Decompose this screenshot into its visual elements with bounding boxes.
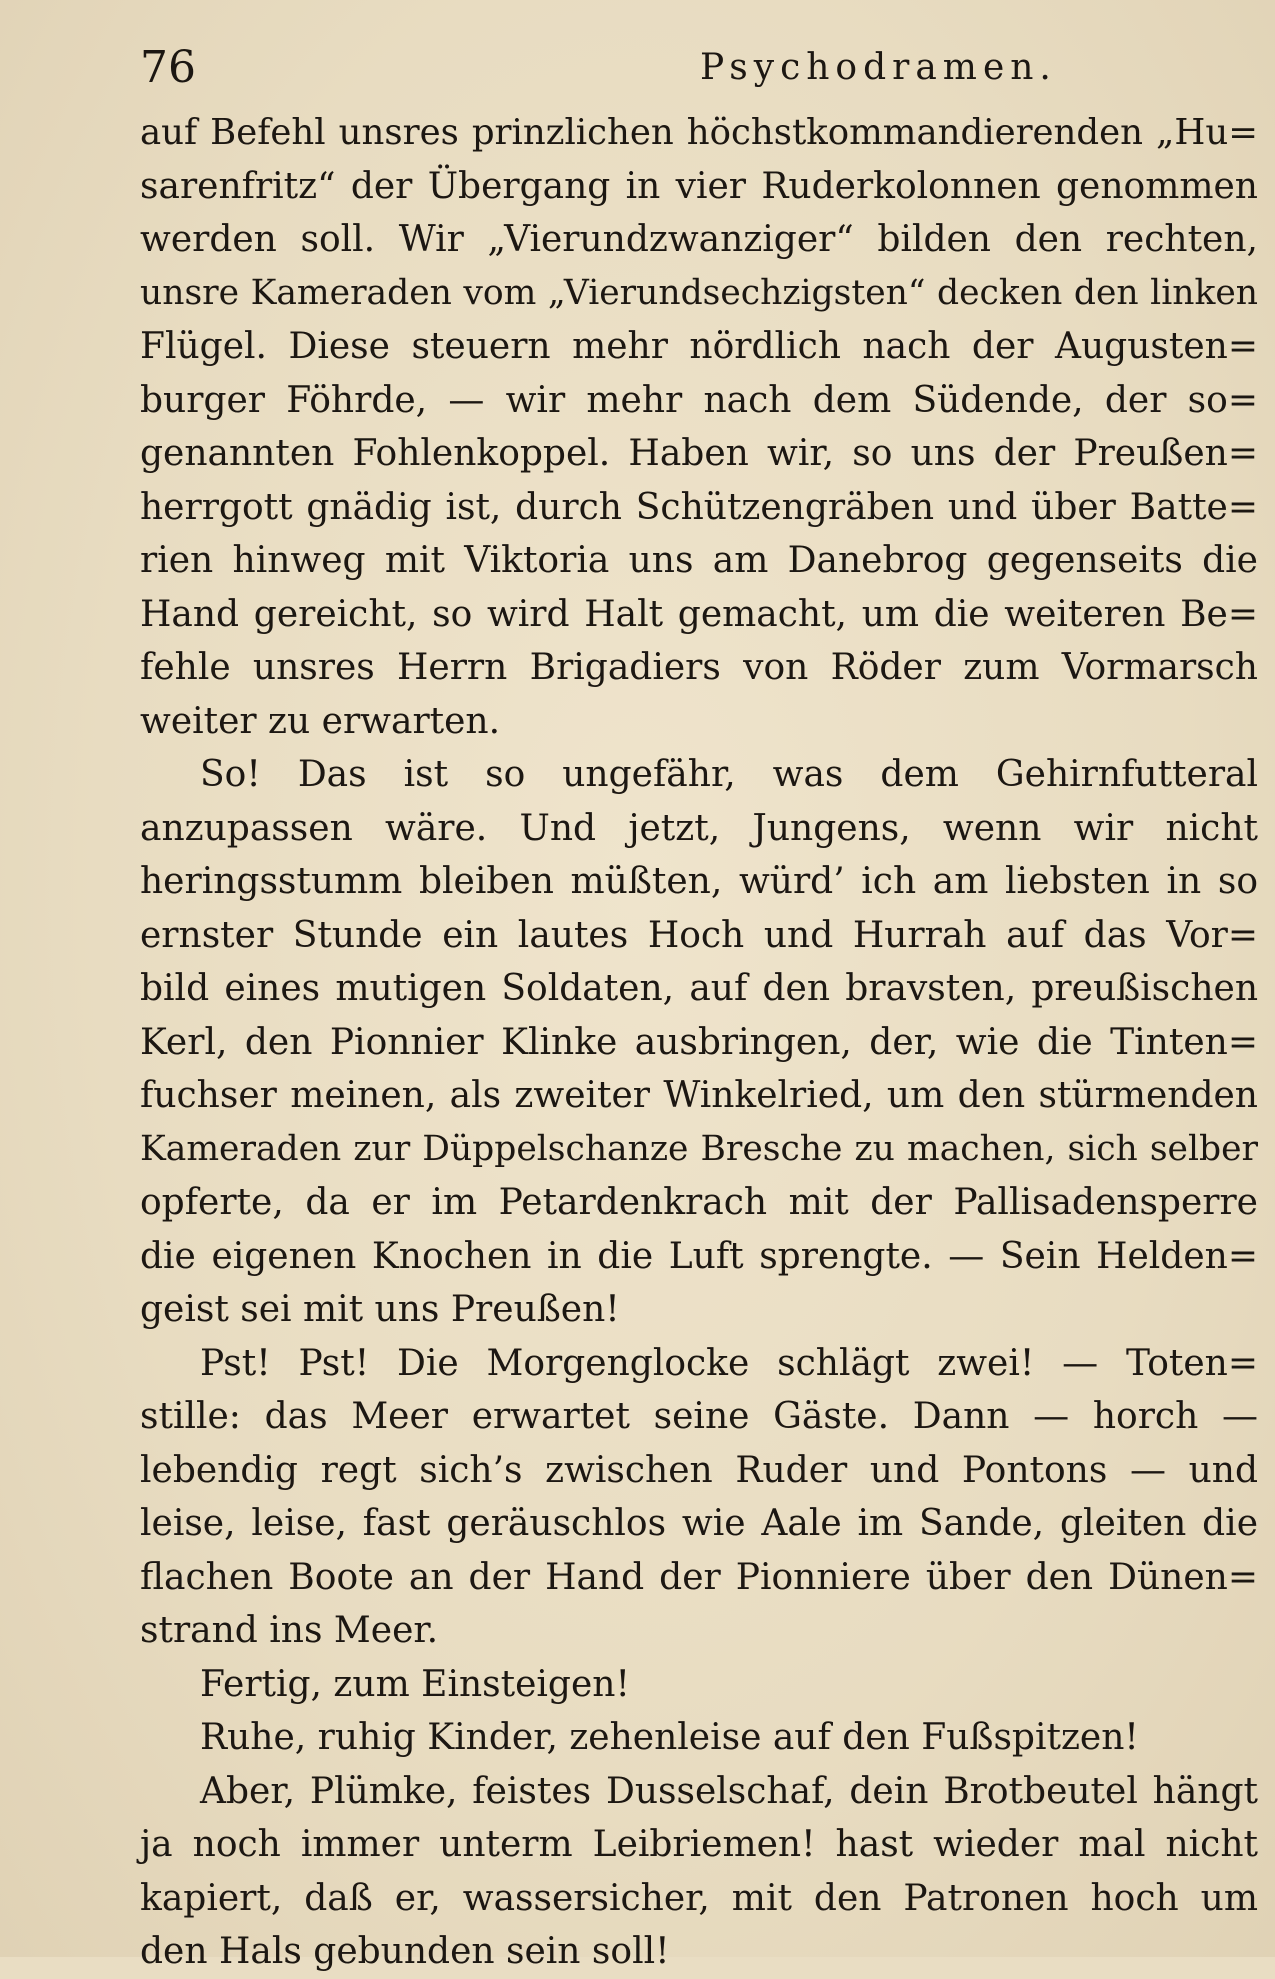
text-line: flachen Boote an der Hand der Pionniere über den Dünen= xyxy=(140,1556,1258,1598)
text-line: weiter zu erwarten. xyxy=(140,700,501,742)
text-line: fehle unsres Herrn Brigadiers von Röder zum Vormarsch xyxy=(140,647,1258,688)
text-line: ernster Stunde ein lautes Hoch und Hurrah auf das Vor= xyxy=(140,914,1258,956)
text-line: Fertig, zum Einsteigen! xyxy=(200,1663,630,1705)
text-line: sarenfritz“ der Übergang in vier Ruderkolonnen genommen xyxy=(140,165,1258,207)
text-line: anzupassen wäre. Und jetzt, Jungens, wenn wir nicht xyxy=(140,807,1258,849)
text-line: Flügel. Diese steuern mehr nördlich nach der Augusten= xyxy=(140,326,1258,367)
text-line: unsre Kameraden vom „Vierundsechzigsten“ decken den linken xyxy=(140,272,1258,313)
text-line: Aber, Plümke, feistes Dusselschaf, dein Brotbeutel hängt xyxy=(200,1770,1258,1812)
body-text xyxy=(140,106,1258,1979)
text-line: heringsstumm bleiben müßten, würd’ ich am liebsten in so xyxy=(140,861,1258,902)
running-title: Psychodramen. xyxy=(700,47,1057,88)
text-line: leise, leise, fast geräuschlos wie Aale im Sande, gleiten die xyxy=(140,1503,1258,1544)
text-line: bild eines mutigen Soldaten, auf den bravsten, preußischen xyxy=(140,968,1258,1009)
text-line: auf Befehl unsres prinzlichen höchstkommandierenden „Hu= xyxy=(140,112,1258,153)
text-line: lebendig regt sich’s zwischen Ruder und Pontons — und xyxy=(140,1449,1258,1491)
text-line: geist sei mit uns Preußen! xyxy=(140,1289,620,1330)
text-line: kapiert, daß er, wassersicher, mit den Patronen hoch um xyxy=(140,1877,1258,1919)
text-line: Pst! Pst! Die Morgenglocke schlägt zwei! — Toten= xyxy=(200,1342,1258,1384)
text-line: fuchser meinen, als zweiter Winkelried, um den stürmenden xyxy=(140,1075,1258,1116)
text-line: werden soll. Wir „Vierundzwanziger“ bilden den rechten, xyxy=(140,219,1258,260)
page-number: 76 xyxy=(140,42,196,93)
text-line: den Hals gebunden sein soll! xyxy=(140,1931,670,1972)
text-line: stille: das Meer erwartet seine Gäste. Dann — horch — xyxy=(140,1396,1258,1437)
text-line: die eigenen Knochen in die Luft sprengte. — Sein Helden= xyxy=(140,1235,1258,1277)
text-line: genannten Fohlenkoppel. Haben wir, so uns der Preußen= xyxy=(140,433,1258,474)
text-line: herrgott gnädig ist, durch Schützengräben und über Batte= xyxy=(140,486,1258,528)
text-line: rien hinweg mit Viktoria uns am Danebrog gegenseits die xyxy=(140,540,1258,581)
page-header xyxy=(140,38,1260,98)
text-line: Hand gereicht, so wird Halt gemacht, um die weiteren Be= xyxy=(140,593,1258,635)
text-line: Ruhe, ruhig Kinder, zehenleise auf den Fußspitzen! xyxy=(200,1717,1139,1758)
text-line: So! Das ist so ungefähr, was dem Gehirnfutteral xyxy=(200,754,1258,795)
text-line: Kerl, den Pionnier Klinke ausbringen, der, wie die Tinten= xyxy=(140,1021,1258,1063)
text-line: opferte, da er im Petardenkrach mit der Pallisadensperre xyxy=(140,1182,1258,1223)
text-line: Kameraden zur Düppelschanze Bresche zu machen, sich selber xyxy=(140,1128,1258,1169)
text-line: ja noch immer unterm Leibriemen! hast wieder mal nicht xyxy=(140,1824,1258,1865)
text-line: strand ins Meer. xyxy=(140,1610,439,1651)
text-line: burger Föhrde, — wir mehr nach dem Südende, der so= xyxy=(140,379,1258,421)
